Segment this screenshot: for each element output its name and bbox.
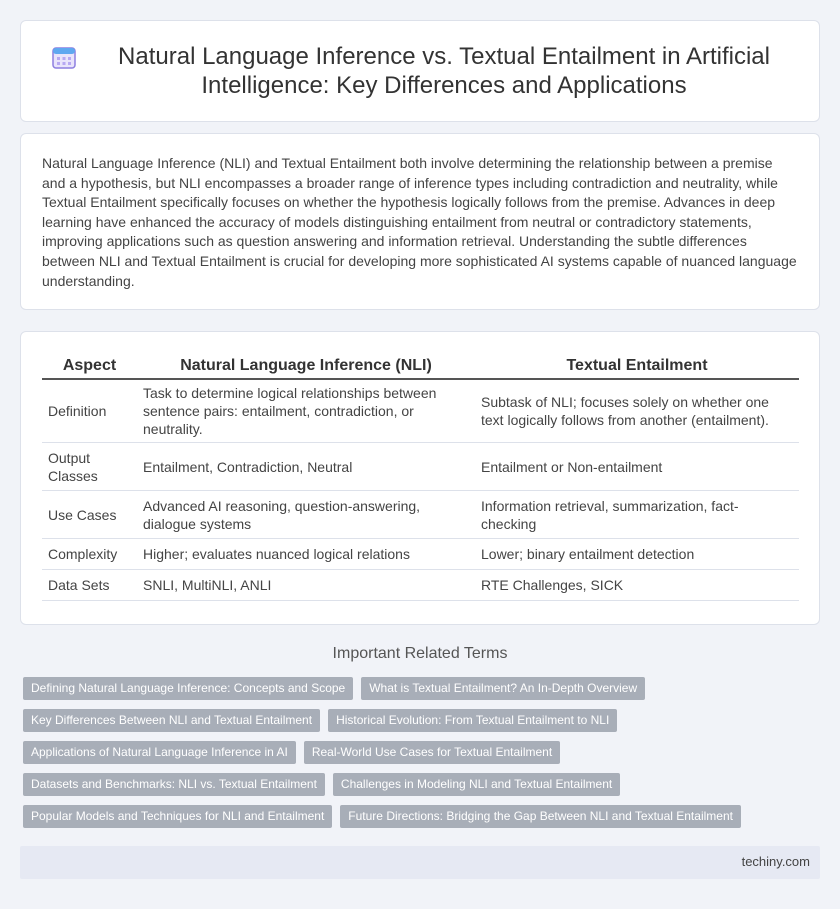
comparison-card bbox=[20, 331, 820, 625]
comparison-table bbox=[42, 352, 799, 601]
site-name[interactable]: techiny.com bbox=[741, 854, 810, 869]
cell-aspect: Complexity bbox=[42, 539, 137, 570]
related-term-link[interactable]: What is Textual Entailment? An In-Depth Overview bbox=[361, 677, 645, 700]
related-terms-title: Important Related Terms bbox=[332, 645, 508, 662]
summary-card bbox=[20, 133, 820, 310]
cell-aspect: Use Cases bbox=[42, 491, 137, 539]
footer bbox=[20, 846, 820, 879]
table-row bbox=[42, 443, 799, 491]
summary-text: Natural Language Inference (NLI) and Textual Entailment both involve determining the relationship between a premise and a hypothesis, but NLI encompasses a broader range of inference types including contradiction and neutrality, while Textual Entailment specifically focuses on whether the hypothesis logically follows from the premise. Advances in deep learning have enhanced the accuracy of models distinguishing entailment from neutral or contradictory statements, improving applications such as question answering and information retrieval. Understanding the subtle differences between NLI and Textual Entailment is crucial for developing more sophisticated AI systems capable of nuanced language understanding. bbox=[42, 155, 797, 289]
related-term-link[interactable]: Key Differences Between NLI and Textual Entailment bbox=[23, 709, 320, 732]
related-term-link[interactable]: Datasets and Benchmarks: NLI vs. Textual Entailment bbox=[23, 773, 325, 796]
cell-te: Lower; binary entailment detection bbox=[475, 539, 799, 570]
cell-aspect: Data Sets bbox=[42, 570, 137, 601]
header-card bbox=[20, 20, 820, 122]
cell-nli: Entailment, Contradiction, Neutral bbox=[137, 443, 475, 491]
table-row bbox=[42, 539, 799, 570]
header-nli: Natural Language Inference (NLI) bbox=[137, 352, 475, 379]
related-term-link[interactable]: Real-World Use Cases for Textual Entailment bbox=[304, 741, 560, 764]
related-term-link[interactable]: Challenges in Modeling NLI and Textual Entailment bbox=[333, 773, 620, 796]
cell-nli: Advanced AI reasoning, question-answering, dialogue systems bbox=[137, 491, 475, 539]
table-row bbox=[42, 379, 799, 443]
cell-te: Information retrieval, summarization, fact-checking bbox=[475, 491, 799, 539]
cell-nli: SNLI, MultiNLI, ANLI bbox=[137, 570, 475, 601]
related-term-link[interactable]: Popular Models and Techniques for NLI and Entailment bbox=[23, 805, 332, 828]
table-header-row bbox=[42, 352, 799, 379]
cell-aspect: Definition bbox=[42, 379, 137, 443]
header-textual-entailment: Textual Entailment bbox=[475, 352, 799, 379]
table-row bbox=[42, 491, 799, 539]
cell-aspect: Output Classes bbox=[42, 443, 137, 491]
cell-nli: Higher; evaluates nuanced logical relations bbox=[137, 539, 475, 570]
related-term-link[interactable]: Future Directions: Bridging the Gap Between NLI and Textual Entailment bbox=[340, 805, 741, 828]
cell-te: Subtask of NLI; focuses solely on whether one text logically follows from another (entailment). bbox=[475, 379, 799, 443]
table-row bbox=[42, 570, 799, 601]
cell-nli: Task to determine logical relationships between sentence pairs: entailment, contradiction, or neutrality. bbox=[137, 379, 475, 443]
cell-te: RTE Challenges, SICK bbox=[475, 570, 799, 601]
calendar-icon bbox=[51, 44, 77, 70]
cell-te: Entailment or Non-entailment bbox=[475, 443, 799, 491]
related-term-link[interactable]: Applications of Natural Language Inference in AI bbox=[23, 741, 296, 764]
related-term-link[interactable]: Historical Evolution: From Textual Entailment to NLI bbox=[328, 709, 617, 732]
header-aspect: Aspect bbox=[42, 352, 137, 379]
related-term-link[interactable]: Defining Natural Language Inference: Concepts and Scope bbox=[23, 677, 353, 700]
page-title: Natural Language Inference vs. Textual Entailment in Artificial Intelligence: Key Differences and Applications bbox=[118, 43, 770, 99]
related-terms-list bbox=[23, 677, 823, 837]
